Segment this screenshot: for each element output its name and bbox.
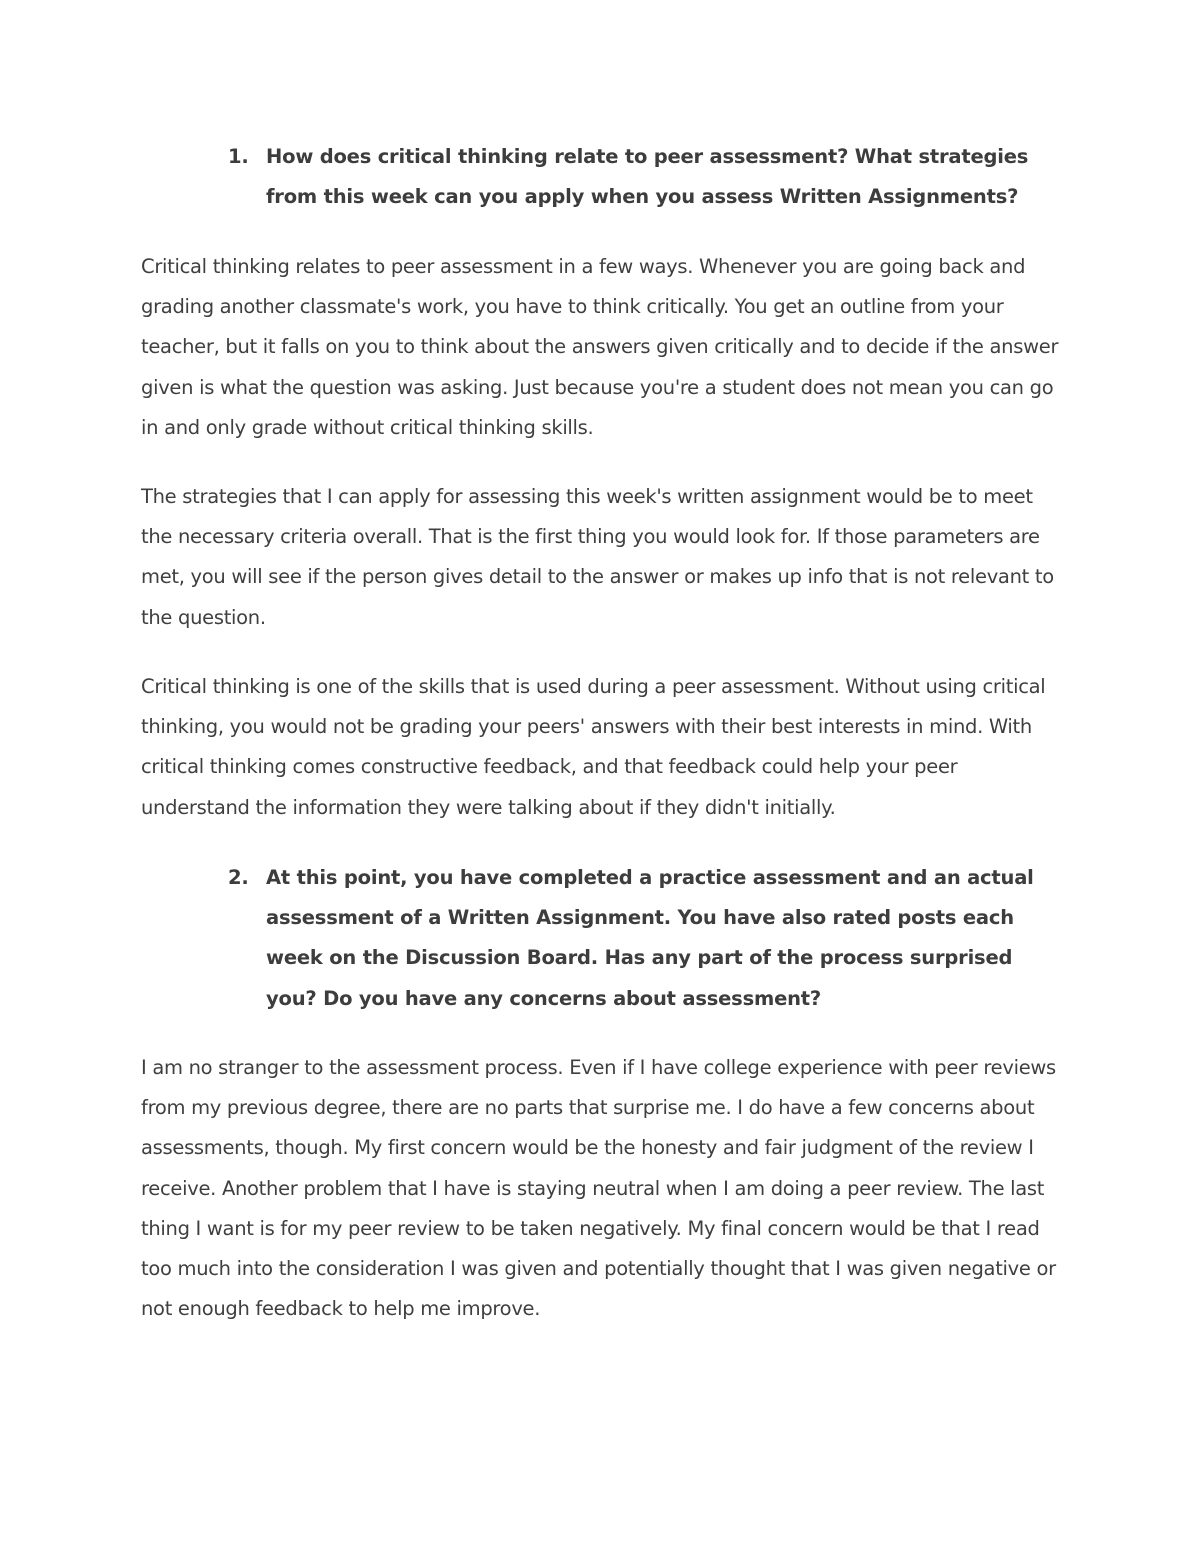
question-2-number: 2. — [228, 866, 249, 889]
answer-1-paragraph-3: Critical thinking is one of the skills that is used during a peer assessment. Without using critical thinking, you would not be grading your peers' answers with their best interests in mind. With critical thinking comes constructive feedback, and that feedback could help your peer understand the information they were talking about if they didn't initially. — [141, 675, 1046, 819]
question-1-number: 1. — [228, 145, 249, 168]
answer-2-paragraph-1: I am no stranger to the assessment process. Even if I have college experience with peer reviews from my previous degree, there are no parts that surprise me. I do have a few concerns about assessments, though. My first concern would be the honesty and fair judgment of the review I receive. Another problem that I have is staying neutral when I am doing a peer review. The last thing I want is for my peer review to be taken negatively. My final concern would be that I read too much into the consideration I was given and potentially thought that I was given negative or not enough feedback to help me improve. — [141, 1056, 1056, 1321]
question-2-text: At this point, you have completed a practice assessment and an actual assessment of a Written Assignment. You have also rated posts each week on the Discussion Board. Has any part of the process surprised you? Do you have any concerns about assessment? — [266, 866, 1034, 1010]
answer-1-paragraph-1: Critical thinking relates to peer assessment in a few ways. Whenever you are going back and grading another classmate's work, you have to think critically. You get an outline from your teacher, but it falls on you to think about the answers given critically and to decide if the answer given is what the question was asking. Just because you're a student does not mean you can go in and only grade without critical thinking skills. — [141, 255, 1059, 439]
question-1-text: How does critical thinking relate to peer assessment? What strategies from this week can you apply when you assess Written Assignments? — [266, 145, 1029, 209]
question-2 — [228, 858, 1058, 1019]
answer-1-paragraph-2: The strategies that I can apply for assessing this week's written assignment would be to meet the necessary criteria overall. That is the first thing you would look for. If those parameters are met, you will see if the person gives detail to the answer or makes up info that is not relevant to the question. — [141, 485, 1054, 629]
question-1 — [228, 137, 1058, 217]
